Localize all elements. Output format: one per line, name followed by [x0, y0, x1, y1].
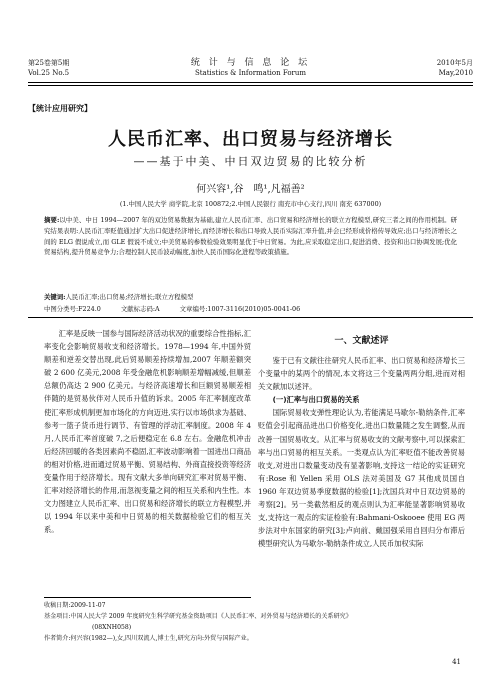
- article-subtitle: ——基于中美、中日双边贸易的比较分析: [133, 155, 368, 168]
- article-number: 文章编号:1007-3116(2010)05-0041-06: [179, 305, 301, 313]
- article-title: 人民币汇率、出口贸易与经济增长: [108, 129, 393, 150]
- journal-date: 2010年5月 May,2010: [436, 59, 473, 77]
- header-rule: [28, 82, 473, 83]
- authors: 何兴容¹,谷 鸣¹,凡福善²: [196, 184, 305, 195]
- abstract: [44, 215, 457, 258]
- journal-issue: 第25卷第5期 Vol.25 No.5: [28, 59, 70, 77]
- abstract-text: 以中美、中日 1994—2007 年的双边贸易数据为基础,建立人民币汇率、出口贸易和经济增长的联立方程模型,研究三者之间的作用机制。研究结果表明:人民币汇率贬值通过扩大出口促进经济增长,而经济增长和出口导致人民币实际汇率升值,并会已经形成价格传导效应;出口与经济增长之间的 ELG 假说成立,而 GLE 假说不成立;中美贸易的参数检验效果明显优于中日贸易。为此,应采取稳定出口,促进消费、投资和出口协调发展;优化贸易结构,提升贸易竞争力;合理控制人民币波动幅度,加快人民币国际化进程等政策措施。: [44, 216, 458, 257]
- left-column: [44, 327, 251, 537]
- journal-name: 统 计 与 信 息 论 坛 Statistics & Information Forum: [190, 58, 311, 77]
- header-rule-thin: [28, 85, 473, 86]
- classification: [44, 304, 457, 313]
- intro-paragraph: 汇率是反映一国参与国际经济活动状况的重要综合性指标,汇率变化会影响贸易收支和经济增长。1978—1994 年,中国外贸顺差和逆差交替出现,此后贸易顺差持续增加,2007 年顺差额突破 2 600 亿美元,2008 年受金融危机影响顺差增幅减缓,但顺差总额仍高达 2 900 亿美元。与经济高速增长和巨额贸易顺差相伴随的是贸易伙伴对人民币升值的诉求。2005 年汇率制度改革使汇率形成机制更加市场化的方向迈进,实行以市场供求为基础、参考一篮子货币进行调节、有管理的浮动汇率制度。2008 年 4 月,人民币汇率首度破 7,之后便稳定在 6.8 左右。金融危机冲击后经济回暖的各类因素尚不稳固,汇率波动影响着一国进出口商品的相对价格,进而通过贸易平衡、贸易结构、外商直接投资等经济变量作用于经济增长。现有文献大多单向研究汇率对贸易平衡、汇率对经济增长的作用,而忽视变量之间的相互关系和内生性。本文力图建立人民币汇率、出口贸易和经济增长的联立方程模型,并以 1994 年以来中美和中日贸易的相关数据检验它们的相互关系。: [44, 329, 251, 535]
- section-tag: 【统计应用研究】: [28, 104, 92, 113]
- abstract-rule: [28, 317, 473, 318]
- review-body-paragraph: 国际贸易收支弹性理论认为,若能满足马歇尔-勒纳条件,汇率贬值会引起商品进出口价格变化,进出口数量随之发生调整,从而改善一国贸易收支。从汇率与贸易收支的文献考察中,可以探索汇率与出口贸易的相互关系。一类观点认为汇率贬值不能改善贸易收支,对进出口数量变动没有显著影响,支持这一结论的实证研究有:Rose 和 Yellen 采用 OLS 法对美国及 G7 其他成员国自 1960 年双边贸易季度数据的检验[1];沈国兵对中日双边贸易的考察[2]。另一类截然相反的观点则认为汇率能显著影响贸易收支,支持这一观点的实证检验有:Bahmani-Oskooee 使用 EG 两步法对中东国家的研究[3];卢向前、戴国强采用自回归分布滞后模型研究认为马歇尔-勒纳条件成立,人民币加权实际: [258, 408, 465, 549]
- clc-number: 中图分类号:F224.0: [44, 305, 101, 313]
- received-date: 收稿日期:2009-11-07: [44, 602, 106, 609]
- doc-code: 文献标志码:A: [120, 305, 160, 313]
- abstract-label: 摘要:: [44, 216, 60, 224]
- affiliation: (1.中国人民大学 商学院,北京 100872;2.中国人民银行 南充市中心支行,四川 南充 637000): [119, 200, 382, 208]
- keywords-text: 人民币汇率;出口贸易;经济增长;联立方程模型: [65, 293, 194, 301]
- page-number: 41: [452, 658, 461, 666]
- footnote-rule: [44, 597, 251, 598]
- right-column: [258, 354, 465, 550]
- keywords-label: 关键词:: [44, 293, 66, 301]
- fund-note: 基金项目:中国人民大学 2009 年度研究生科学研究基金资助项目《人民币汇率、对外贸易与经济增长的关系研究》: [44, 613, 352, 620]
- review-intro-paragraph: 鉴于已有文献往往研究人民币汇率、出口贸易和经济增长三个变量中的某两个的情况,本文将这三个变量两两分组,进而对相关文献加以述评。: [258, 356, 465, 392]
- section-heading: 一、文献述评: [334, 336, 389, 346]
- author-bio: 作者简介:何兴容(1982—),女,四川双流人,博士生,研究方向:外贸与国际产业。: [44, 635, 253, 642]
- fund-number: (08XNH058): [92, 624, 132, 631]
- keywords: [44, 292, 457, 301]
- subsection-heading: (一)汇率与出口贸易的关系: [272, 395, 360, 405]
